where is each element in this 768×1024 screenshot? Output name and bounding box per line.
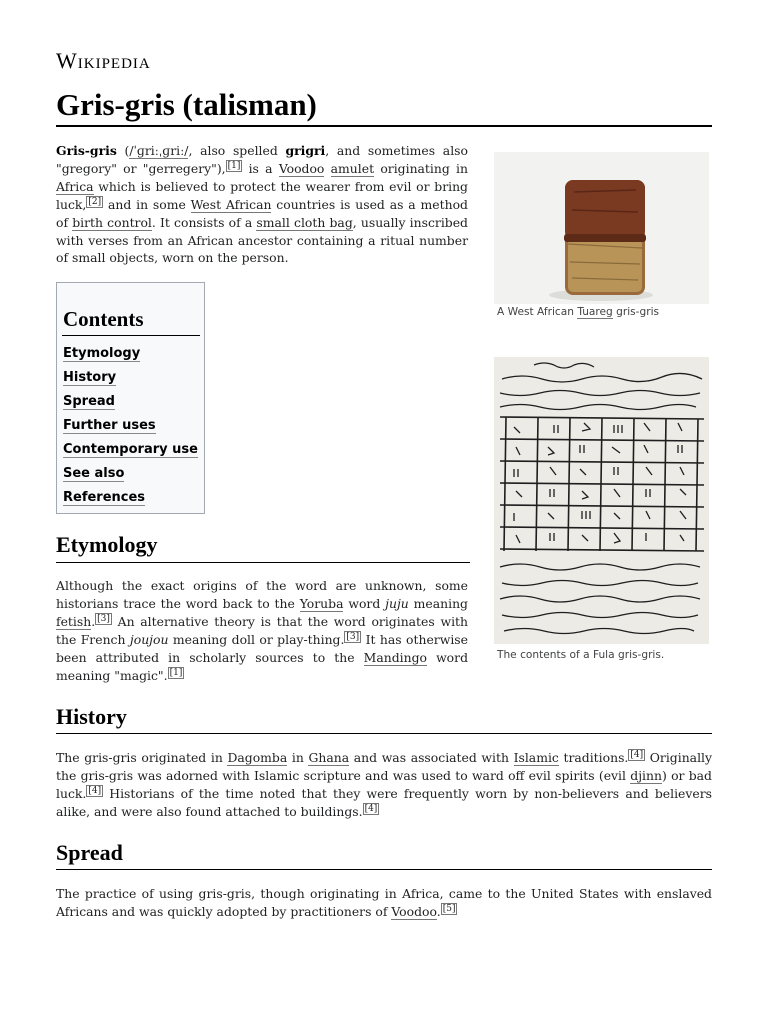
link-small-cloth-bag[interactable]: small cloth bag: [256, 214, 353, 230]
history-text: traditions.: [558, 750, 629, 765]
lead-text: countries is used as a method of: [56, 196, 468, 230]
table-of-contents: [56, 282, 205, 514]
link-dagomba[interactable]: Dagomba: [227, 750, 288, 765]
toc-item-see-also[interactable]: See also: [63, 466, 125, 481]
citation[interactable]: [3]: [97, 613, 110, 624]
link-birth-control[interactable]: birth control: [72, 214, 152, 230]
spread-text: .: [436, 903, 441, 919]
link-voodoo[interactable]: Voodoo: [391, 903, 437, 919]
heading-spread: Spread: [56, 840, 123, 865]
toc-item-spread[interactable]: Spread: [63, 394, 115, 409]
section-divider: [56, 869, 712, 870]
citation[interactable]: [2]: [88, 196, 102, 207]
etymology-text: meaning doll or play-thing.: [168, 631, 345, 647]
heading-history: History: [56, 704, 127, 729]
etymology-text: An alternative theory is that the word originates with the French: [56, 613, 468, 647]
wikipedia-wordmark[interactable]: Wikipedia: [56, 48, 151, 73]
history-text: ) or bad luck.: [56, 767, 712, 801]
caption-text: A West African: [497, 306, 578, 318]
link-tuareg[interactable]: Tuareg: [577, 306, 613, 318]
figure-caption: The contents of a Fula gris-gris.: [497, 649, 665, 661]
history-text: and was associated with: [349, 750, 514, 765]
toc-item-further-uses[interactable]: Further uses: [63, 418, 156, 433]
spread-paragraph: [56, 885, 712, 921]
history-text: Originally the gris-gris was adorned with Islamic scripture and was used to ward off evil spirits (evil: [56, 750, 712, 783]
link-africa[interactable]: Africa: [56, 178, 94, 194]
figure-caption: [497, 306, 659, 318]
lead-term: Gris-gris: [56, 143, 117, 158]
link-fetish[interactable]: fetish: [56, 613, 92, 629]
section-divider: [56, 562, 470, 563]
etymology-text: word: [343, 595, 386, 611]
toc-item-etymology[interactable]: Etymology: [63, 346, 141, 361]
lead-paragraph: [56, 142, 468, 267]
term-joujou: joujou: [129, 631, 169, 647]
lead-text: , also spelled: [188, 143, 286, 158]
etymology-text: .: [91, 613, 96, 629]
lead-text: which is believed to protect the wearer from evil or bring luck,: [56, 178, 468, 212]
lead-text: and in some: [103, 196, 191, 212]
lead-text: is a: [242, 160, 279, 176]
title-divider: [56, 125, 712, 127]
page-title: Gris-gris (talisman): [56, 87, 317, 122]
tuareg-gris-gris-photo[interactable]: [494, 152, 709, 304]
toc-item-history[interactable]: History: [63, 370, 117, 385]
link-ghana[interactable]: Ghana: [308, 750, 350, 765]
heading-etymology: Etymology: [56, 532, 158, 557]
toc-item-contemporary-use[interactable]: Contemporary use: [63, 442, 198, 457]
toc-list: [63, 342, 198, 510]
lead-text: . It consists of a: [151, 214, 257, 230]
etymology-text: Although the exact origins of the word are unknown, some historians trace the word back to the: [56, 578, 468, 611]
citation[interactable]: [3]: [346, 631, 360, 642]
etymology-text: word meaning "magic".: [56, 649, 469, 683]
citation[interactable]: [1]: [169, 667, 183, 678]
pronunciation-link[interactable]: /ˈɡriːˌɡriː/: [129, 143, 189, 158]
link-djinn[interactable]: djinn: [630, 767, 662, 783]
citation[interactable]: [4]: [88, 785, 102, 796]
lead-text: , and sometimes also "gregory" or "gerregery"),: [56, 143, 468, 176]
section-divider: [56, 733, 712, 734]
history-text: The gris-gris originated in: [56, 750, 228, 765]
citation[interactable]: [1]: [227, 160, 241, 171]
link-islamic[interactable]: Islamic: [513, 750, 559, 765]
link-amulet[interactable]: amulet: [330, 160, 375, 176]
link-west-african[interactable]: West African: [190, 196, 272, 212]
link-voodoo[interactable]: Voodoo: [278, 160, 325, 176]
etymology-text: It has otherwise been attributed in scholarly sources to the: [56, 631, 468, 665]
link-mandingo[interactable]: Mandingo: [363, 649, 427, 665]
history-text: in: [287, 750, 309, 765]
term-juju: juju: [385, 595, 409, 611]
etymology-paragraph: [56, 577, 468, 684]
link-yoruba[interactable]: Yoruba: [299, 595, 344, 611]
caption-text: gris-gris: [612, 306, 660, 318]
lead-text: (: [116, 143, 130, 158]
toc-title: Contents: [63, 307, 144, 331]
citation[interactable]: [4]: [364, 803, 378, 814]
citation[interactable]: [4]: [630, 750, 644, 760]
lead-alt-spelling: grigri: [285, 143, 326, 158]
lead-text: originating in: [374, 160, 468, 176]
toc-item-references[interactable]: References: [63, 490, 146, 505]
history-text: Historians of the time noted that they were frequently worn by non-believers and believers alike, and were also found attached to buildings.: [56, 785, 712, 819]
etymology-text: meaning: [408, 595, 468, 611]
toc-divider: [62, 335, 200, 336]
citation[interactable]: [5]: [442, 903, 456, 914]
fula-gris-gris-photo[interactable]: [494, 357, 709, 644]
spread-text: The practice of using gris-gris, though originating in Africa, came to the United States with enslaved Africans and was quickly adopted by practitioners of: [56, 886, 712, 919]
lead-text: , usually inscribed with verses from an African ancestor containing a ritual number of small objects, worn on the person.: [56, 214, 468, 266]
history-paragraph: [56, 749, 712, 821]
